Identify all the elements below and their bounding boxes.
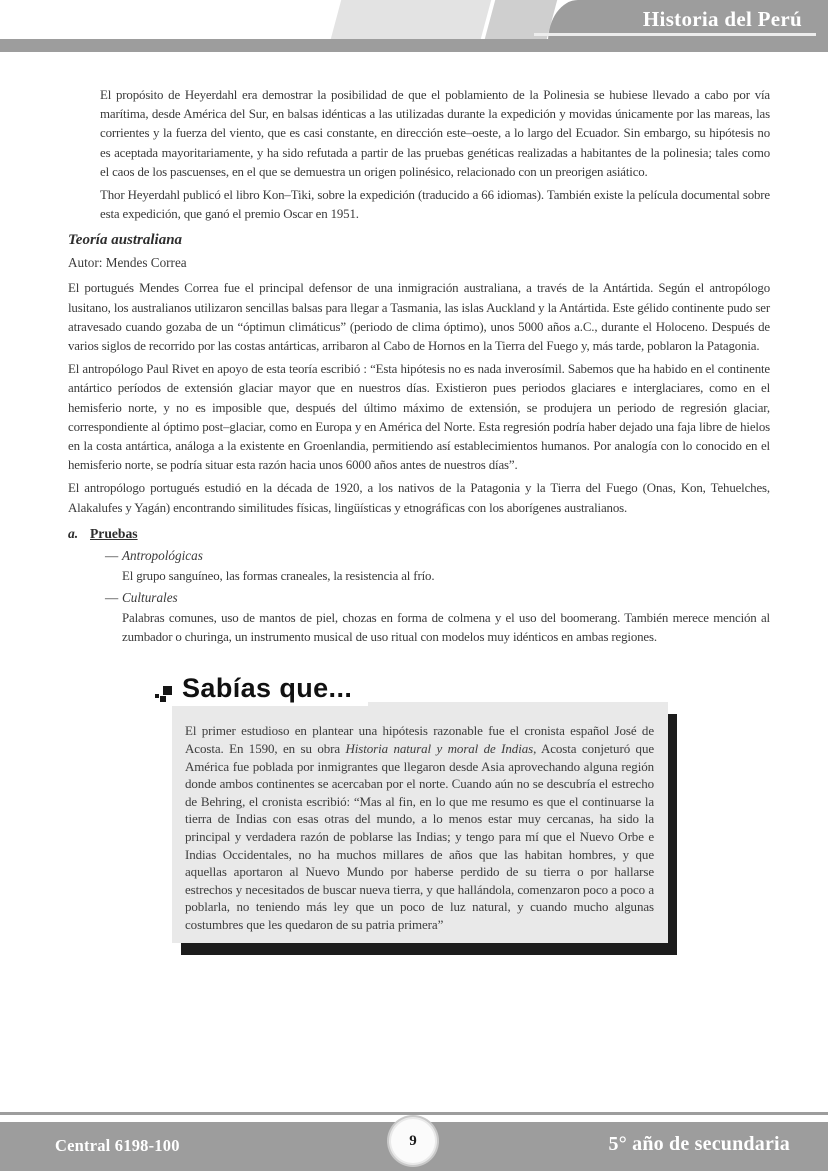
list-marker: a. (68, 525, 79, 541)
paragraph-heyerdahl-purpose: El propósito de Heyerdahl era demostrar la posibilidad de que el poblamiento de la Polinesia se hubiese llevado a cabo por vía marítima, desde América del Sur, en balsas idénticas a las utilizadas durante la expedición y movidas únicamente por las mareas, las corrientes y la fuerza del viento, que es casi constante, en dirección este–oeste, a lo largo del Ecuador. Sin embargo, su hipótesis no es aceptada mayoritariamente, y ha sido refutada a partir de las pruebas genéticas realizadas a habitantes de la polinesia; tales como el caos de los pascuenses, en el que se demuestra un origen polinésico, relacionado con un preorigen asiático. (100, 88, 770, 179)
page-content (0, 52, 828, 943)
paragraph-paul-rivet: El antropólogo Paul Rivet en apoyo de esta teoría escribió : “Esta hipótesis no es nada inverosímil. Sabemos que ha habido en el continente antártico períodos de extensión glaciar mayor que en nuestros días. Existieron pues periodos glaciares e interglaciares, como en el hemisferio norte, y no es imposible que, después del último máximo de extensión, se produjera un periodo de regresión glaciar, correspondiente al óptimo post–glaciar, como en Europa y en América del Norte. Esta regresión podría haber dejado una faja libre de hielos en la costa antártica, análoga a la existente en Groenlandia, permitiendo así establecimientos humanos. Por analogía con lo conocido en el hemisferio norte, se podría situar esta razón hacia unos 6000 años antes de nuestros días”. (68, 362, 770, 473)
footer-divider-line (0, 1112, 828, 1115)
dash-bullet: — (105, 590, 119, 606)
acosta-text-lead: El primer estudioso en plantear una hipótesis razonable fue el cronista español José de Acosta. En 1590, en su obra (185, 723, 654, 757)
course-title: Historia del Perú (642, 7, 802, 31)
list-item-text-culturales: Palabras comunes, uso de mantos de piel, chozas en forma de colmena y el uso del boomerang. También merece mención al zumbador o churinga, un instrumento musical de uso ritual con modelos muy idénticos en ambas regiones. (122, 611, 770, 645)
footer-phone: Central 6198-100 (55, 1136, 180, 1155)
list-title: Pruebas (90, 525, 138, 541)
page-number-badge (391, 1119, 435, 1163)
paragraph-kon-tiki: Thor Heyerdahl publicó el libro Kon–Tiki, sobre la expedición (traducido a 66 idiomas). También existe la película documental sobre esta expedición, que ganó el premio Oscar en 1951. (100, 188, 770, 222)
list-item-label-text: Antropológicas (122, 547, 203, 563)
header-title-underline (534, 33, 816, 36)
did-you-know-title-row (158, 673, 368, 706)
did-you-know-callout (172, 673, 668, 942)
section-heading-teoria-australiana: Teoría australiana (68, 232, 183, 249)
author-line: Autor: Mendes Correa (68, 255, 187, 271)
did-you-know-title: Sabías que... (182, 673, 353, 704)
page-number: 9 (409, 1132, 417, 1149)
did-you-know-box (172, 702, 668, 942)
header-diagonal-band-light (331, 0, 491, 39)
dash-bullet: — (105, 547, 119, 563)
list-item-label-culturales (105, 590, 770, 606)
did-you-know-text (185, 722, 654, 933)
list-heading-pruebas (68, 526, 770, 542)
header-gray-strip (0, 39, 828, 52)
list-item-label-antropologicas (105, 548, 770, 564)
pixel-squares-icon (155, 686, 173, 704)
footer-grade-label: 5° año de secundaria (608, 1133, 790, 1155)
book-title-italic: Historia natural y moral de Indias (345, 741, 534, 757)
list-item-text-antropologicas: El grupo sanguíneo, las formas craneales, la resistencia al frío. (122, 568, 435, 583)
paragraph-mendes-correa: El portugués Mendes Correa fue el principal defensor de una inmigración australiana, a través de la Antártida. Según el antropólogo lusitano, los australianos utilizaron sencillas balsas para llegar a Tasmania, las islas Auckland y la Antártida. Este gélido continente pudo ser atravesado cuando gozaba de un “óptimun climáticus” (periodo de clima óptimo), unos 5000 años a.C., durante el Holoceno. Después de varios siglos de recorrido por las costas antárticas, arribaron al Cabo de Hornos en la Tierra del Fuego y, más tarde, poblaron la Patagonia. (68, 281, 770, 354)
acosta-text-body: , Acosta conjeturó que América fue poblada por inmigrantes que llegaron desde Asia aprovechando alguna región donde ambos continentes se acercaban por el norte. Cuando aún no se descubría el estrecho de Behring, el cronista escribió: “Mas al fin, en lo que me resumo es que el continuarse la tierra de Indias con esas otras del mundo, a lo menos estar muy cercanas, ha sido la principal y verdadera razón de poblarse las Indias; y tengo para mí que el Nuevo Orbe e Indias Occidentales, no ha muchos millares de años que las habitan hombres, y que aquellas aportaron al Nuevo Mundo por haberse perdido de su tierra o por hallarse estrechos y necesitados de buscar nueva tierra, y que hallándola, comenzaron poco a poco a poblarla, no teniendo más ley que un poco de luz natural, y cuando mucho algunas costumbres que les quedaron de su patria primera” (185, 741, 655, 932)
page-header (0, 0, 828, 52)
paragraph-patagonia-study: El antropólogo portugués estudió en la década de 1920, a los nativos de la Patagonia y la Tierra del Fuego (Onas, Kon, Tehuelches, Alakalufes y Yagán) encontrando similitudes físicas, lingüísticas y etnográficas con los aborígenes australianos. (68, 481, 770, 515)
list-item-label-text: Culturales (122, 590, 178, 606)
list-item (105, 590, 770, 606)
list-item (105, 548, 770, 564)
